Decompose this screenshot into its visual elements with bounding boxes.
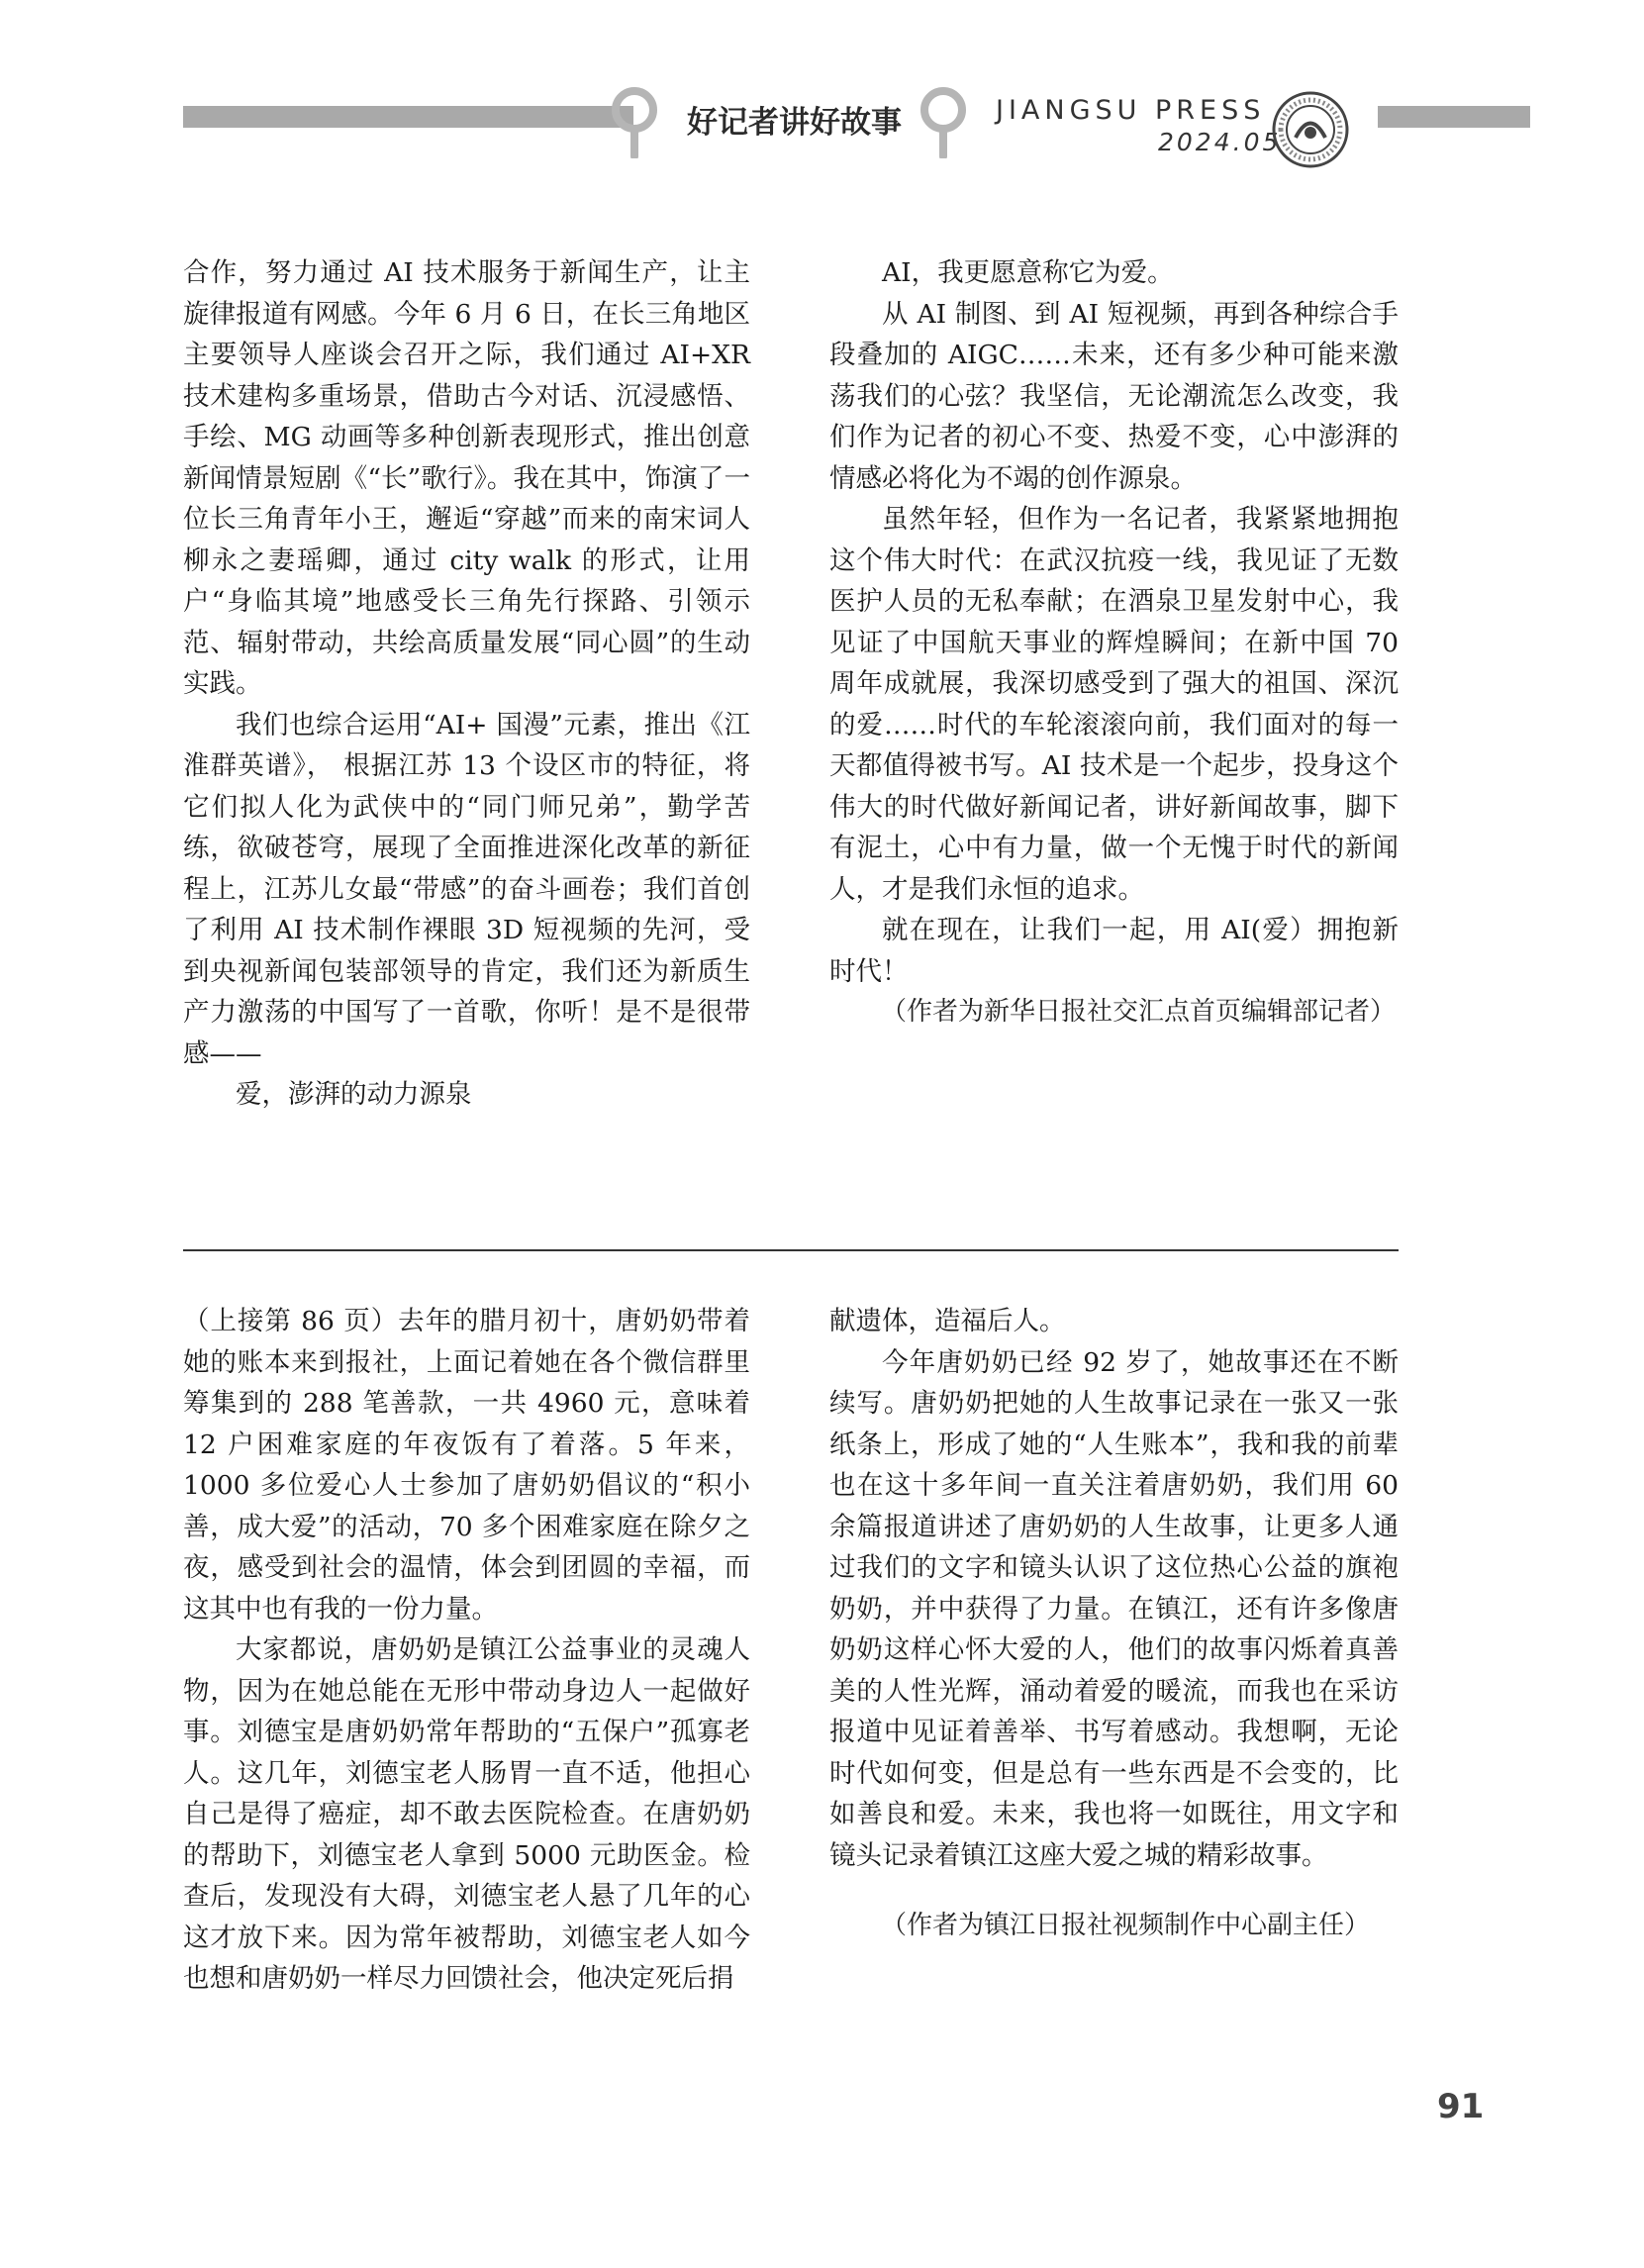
header-date: 2024.05 [1158, 128, 1282, 156]
section-divider [183, 1249, 1399, 1251]
header-bar-right [1378, 106, 1530, 128]
paragraph: 合作，努力通过 AI 技术服务于新闻生产，让主旋律报道有网感。今年 6 月 6 日，在长三角地区主要领导人座谈会召开之际，我们通过 AI+XR 技术建构多重场景，借助古今对话、沉浸感悟、手绘、MG 动画等多种创新表现形式，推出创意新闻情景短剧《“长”歌行》。我在其中，饰演了一位长三角青年小王，邂逅“穿越”而来的南宋词人柳永之妻瑶卿，通过 city walk 的形式，让用户“身临其境”地感受长三角先行探路、引领示范、辐射带动，共绘高质量发展“同心圆”的生动实践。 [183, 257, 750, 699]
author-byline: （作者为新华日报社交汇点首页编辑部记者） [881, 997, 1397, 1027]
paragraph: 今年唐奶奶已经 92 岁了，她故事还在不断续写。唐奶奶把她的人生故事记录在一张又一张纸条上，形成了她的“人生账本”，我和我的前辈也在这十多年间一直关注着唐奶奶，我们用 60 余篇报道讲述了唐奶奶的人生故事，让更多人通过我们的文字和镜头认识了这位热心公益的旗袍奶奶，并中获得了力量。在镇江，还有许多像唐奶奶这样心怀大爱的人，他们的故事闪烁着真善美的人性光辉，涌动着爱的暖流，而我也在采访报道中见证着善举、书写着感动。我想啊，无论时代如何变，但是总有一些东西是不会变的，比如善良和爱。未来，我也将一如既往，用文字和镜头记录着镇江这座大爱之城的精彩故事。 [829, 1346, 1399, 1871]
bottom-left-column [183, 1301, 750, 2000]
section-heading: 爱，澎湃的动力源泉 [236, 1079, 472, 1110]
paragraph: 虽然年轻，但作为一名记者，我紧紧地拥抱这个伟大时代：在武汉抗疫一线，我见证了无数医护人员的无私奉献；在酒泉卫星发射中心，我见证了中国航天事业的辉煌瞬间；在新中国 70 周年成就展，我深切感受到了强大的祖国、深沉的爱……时代的车轮滚滚向前，我们面对的每一天都值得被书写。AI 技术是一个起步，投身这个伟大的时代做好新闻记者，讲好新闻故事，脚下有泥土，心中有力量，做一个无愧于时代的新闻人，才是我们永恒的追求。 [829, 504, 1399, 905]
paragraph: （上接第 86 页）去年的腊月初十，唐奶奶带着她的账本来到报社，上面记着她在各个微信群里筹集到的 288 笔善款，一共 4960 元，意味着 12 户困难家庭的年夜饭有了着落。5 年来，1000 多位爱心人士参加了唐奶奶倡议的“积小善，成大爱”的活动，70 多个困难家庭在除夕之夜，感受到社会的温情，体会到团圆的幸福，而这其中也有我的一份力量。 [183, 1306, 750, 1625]
paragraph: 就在现在，让我们一起，用 AI(爱）拥抱新时代！ [829, 915, 1399, 987]
paragraph: 从 AI 制图、到 AI 短视频，再到各种综合手段叠加的 AIGC……未来，还有多少种可能来激荡我们的心弦？我坚信，无论潮流怎么改变，我们作为记者的初心不变、热爱不变，心中澎湃的情感必将化为不竭的创作源泉。 [829, 298, 1399, 494]
jiangsu-press-seal-icon [1272, 91, 1349, 168]
paragraph: AI，我更愿意称它为爱。 [882, 257, 1174, 288]
top-left-column [183, 252, 750, 1116]
bottom-right-column [829, 1301, 1399, 1947]
header-press: JIANGSU PRESS [996, 95, 1266, 126]
author-byline: （作者为镇江日报社视频制作中心副主任） [881, 1911, 1371, 1940]
top-right-column [829, 252, 1399, 1034]
paragraph: 大家都说，唐奶奶是镇江公益事业的灵魂人物，因为在她总能在无形中带动身边人一起做好事。刘德宝是唐奶奶常年帮助的“五保户”孤寡老人。这几年，刘德宝老人肠胃一直不适，他担心自己是得了癌症，却不敢去医院检查。在唐奶奶的帮助下，刘德宝老人拿到 5000 元助医金。检查后，发现没有大碍，刘德宝老人悬了几年的心这才放下来。因为常年被帮助，刘德宝老人如今也想和唐奶奶一样尽力回馈社会，他决定死后捐 [183, 1634, 750, 1994]
paragraph: 献遗体，造福后人。 [829, 1306, 1066, 1336]
paragraph: 我们也综合运用“AI+ 国漫”元素，推出《江淮群英谱》， 根据江苏 13 个设区市的特征，将它们拟人化为武侠中的“同门师兄弟”，勤学苦练，欲破苍穹，展现了全面推进深化改革的新征程上，江苏儿女最“带感”的奋斗画卷；我们首创了利用 AI 技术制作裸眼 3D 短视频的先河，受到央视新闻包装部领导的肯定，我们还为新质生产力激荡的中国写了一首歌，你听！是不是很带感—— [183, 709, 750, 1069]
pin-icon-right [920, 87, 966, 158]
pin-icon-left [612, 87, 657, 158]
header-bar-left [183, 106, 633, 128]
page-number: 91 [1437, 2087, 1485, 2126]
header-title: 好记者讲好故事 [687, 105, 902, 141]
